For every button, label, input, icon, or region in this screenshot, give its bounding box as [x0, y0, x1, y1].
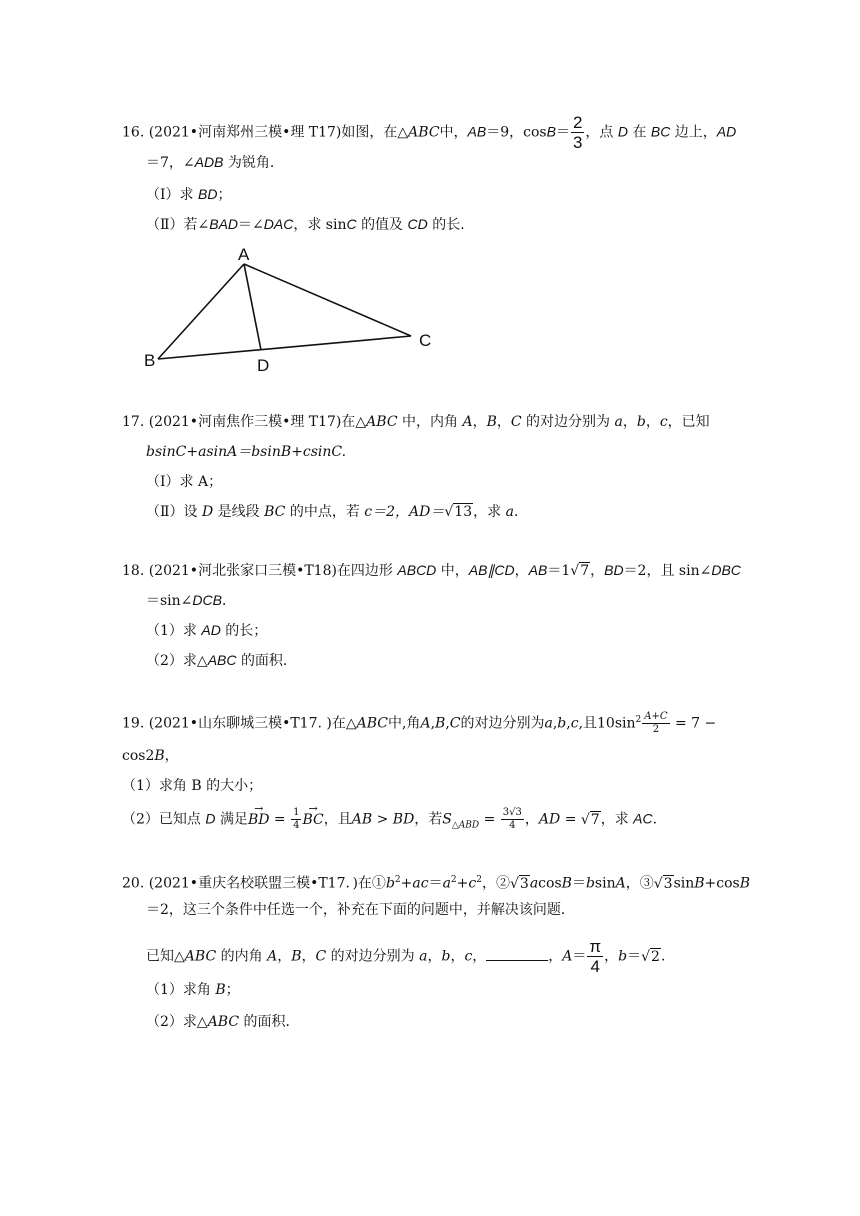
q16-t2: ＝9，cos — [486, 124, 547, 141]
q18-ab: AB — [528, 562, 548, 578]
q19-b: b — [557, 715, 567, 732]
q17-sqrt: √13 — [444, 504, 473, 520]
q16-bc: BC — [650, 123, 671, 140]
q16-t1: 中， — [439, 124, 468, 141]
q20-c3: c — [464, 948, 473, 965]
q16-p2b: ＝∠ — [238, 217, 264, 233]
q19-p2f: ，若 — [414, 811, 443, 828]
q20-p1b: B — [215, 982, 226, 998]
q18-part1 — [146, 620, 267, 641]
q19-rad: 7 — [590, 811, 600, 828]
q17-rad: 13 — [454, 504, 473, 520]
q19-ad: AD = — [538, 811, 581, 828]
q18-p1c: 的长； — [225, 623, 268, 639]
q18-dbc: DBC — [711, 562, 741, 578]
q17-t3: ，已知 — [667, 414, 710, 430]
q20-a2: a — [529, 875, 539, 892]
q18-p2c: 的面积． — [240, 653, 297, 669]
q18-t5: ＝2，且 sin∠ — [623, 563, 712, 579]
q18-p1a: （1）求 — [146, 623, 197, 639]
q20-p2c: 的面积． — [243, 1014, 300, 1030]
q19-vec-bd: → BD — [248, 810, 270, 830]
q20-eq3: ＝ — [572, 948, 587, 965]
q18-bd: BD — [604, 562, 624, 578]
q20-line3 — [146, 938, 665, 975]
q19-A: A — [420, 715, 431, 732]
fig-label-a: A — [238, 245, 250, 264]
q20-cm6: ， — [548, 948, 563, 965]
q19-l2c: ， — [164, 748, 179, 764]
q20-part2 — [146, 1012, 300, 1032]
q20-l2: ＝2，这三个条件中任选一个，补充在下面的问题中，并解决该问题． — [146, 902, 575, 918]
q17-p2e: ，求 — [473, 504, 502, 520]
q20-sq2: 2 — [450, 875, 457, 885]
q19-p2g: ， — [524, 811, 539, 828]
q17-line2 — [146, 442, 346, 462]
q20-sqrt3: √2 — [641, 948, 660, 965]
q19-line1 — [122, 710, 716, 735]
q19-frac2-den: 4 — [293, 820, 300, 831]
q16-part2 — [146, 214, 474, 235]
q17-a2: a — [505, 504, 514, 520]
q19-part1 — [122, 776, 262, 796]
q17-p2f: ． — [513, 504, 528, 520]
q18-t3: ＝1 — [547, 563, 571, 579]
q20-b3: b — [441, 948, 451, 965]
q16-b: B — [546, 123, 556, 140]
q20-l3c: 的内角 — [220, 948, 263, 965]
q16-dac: DAC — [263, 216, 294, 232]
q20-b4: b — [618, 948, 628, 965]
q20-abc: ABC — [184, 948, 217, 965]
q18-ad: AD — [201, 622, 221, 638]
q16-line2 — [146, 152, 284, 173]
q20-cos2: +cos — [704, 875, 740, 892]
q19-B2: B — [154, 748, 165, 764]
q19-ineq: AB > BD — [351, 811, 415, 828]
q20-line1 — [122, 870, 750, 894]
q16-bad: BAD — [209, 216, 239, 232]
q19-c2: , — [445, 715, 450, 732]
q19-frac3-den: 4 — [509, 820, 516, 831]
q18-l2a: ＝sin∠ — [146, 593, 193, 609]
fig-label-c: C — [419, 331, 432, 350]
q19-S: S — [442, 811, 452, 828]
q16-l2a: ＝7，∠ — [146, 155, 195, 171]
q19-eq: = — [269, 811, 291, 828]
q19-c4: , — [566, 715, 571, 732]
q17-c3: ， — [622, 414, 637, 430]
q19-sub: △ABD — [451, 820, 480, 831]
q20-cos: cos — [538, 875, 562, 892]
q20-sq1: 2 — [394, 875, 401, 885]
q18-abc: ABC — [207, 652, 237, 668]
q20-b2: b — [585, 875, 595, 892]
q17-part1 — [146, 472, 222, 492]
q20-eq2: ＝ — [571, 875, 586, 892]
q20-C: C — [315, 948, 327, 965]
q19-t4: = 7 − — [670, 715, 717, 732]
q19-a: a — [544, 715, 553, 732]
q20-cm5: ， — [472, 948, 487, 965]
q18-dcb: DCB — [192, 592, 222, 608]
q16-frac — [571, 114, 584, 151]
q18-l2c: ． — [221, 593, 236, 609]
q18-parallel: AB∥CD — [468, 562, 515, 578]
q19-t3: ,且 — [578, 715, 598, 732]
q19-sqrt: √7 — [580, 811, 600, 828]
q19-frac-den: 2 — [652, 724, 660, 736]
q19-abc: ABC — [356, 715, 388, 732]
q20-A1: A — [615, 875, 626, 892]
q19-frac2-num: 1 — [293, 807, 300, 818]
q20-a: a — [442, 875, 451, 892]
q18-p2a: （2）求△ — [146, 653, 208, 669]
q20-p1a: （1）求角 — [146, 982, 211, 998]
q16-ad: AD — [716, 123, 737, 140]
q17-t1: 中，内角 — [401, 414, 458, 430]
q19-t1: 中,角 — [387, 715, 421, 732]
q20-eq4: ＝ — [627, 948, 642, 965]
q20-t1: ，② — [481, 875, 510, 892]
q17-c2: ， — [496, 414, 511, 430]
q20-answer-blank — [486, 946, 548, 961]
q20-sqrt1: √3 — [509, 875, 529, 892]
q17-BC: BC — [264, 504, 286, 520]
q16-source: 16. (2021•河南郑州三模•理 T17)如图，在△ — [122, 124, 409, 141]
q20-frac-den: 4 — [590, 957, 600, 976]
q18-line1 — [122, 560, 741, 581]
q20-ac: ac — [412, 875, 429, 892]
q19-C: C — [449, 715, 461, 732]
q19-cos: cos2 — [122, 748, 155, 764]
q16-p2a: （Ⅱ）若∠ — [146, 217, 210, 233]
q17-p2a: （Ⅱ）设 — [146, 504, 198, 520]
q19-frac3 — [501, 808, 524, 831]
q19-c3: , — [552, 715, 558, 732]
q20-b: b — [385, 875, 395, 892]
q19-part2 — [122, 808, 657, 835]
q19-p2a: （2）已知点 — [122, 811, 201, 828]
q17-c1: ， — [472, 414, 487, 430]
q17-A: A — [462, 414, 473, 430]
q16-d: D — [617, 123, 628, 140]
q16-ab: AB — [467, 123, 487, 140]
q17-p2d: c＝2，AD＝ — [364, 504, 445, 520]
q19-frac — [642, 712, 669, 735]
q20-sq3: 2 — [476, 875, 482, 885]
q19-t2: 的对边分别为 — [460, 715, 545, 732]
q16-t4: 在 — [632, 124, 647, 141]
q20-cm3: ， — [427, 948, 442, 965]
q16-l2b: 为锐角． — [227, 155, 284, 171]
q16-part1 — [146, 184, 231, 205]
q20-B1: B — [561, 875, 572, 892]
q20-plus2: + — [456, 875, 469, 892]
q20-cm7: ， — [604, 948, 619, 965]
q16-p1b: ； — [217, 187, 232, 203]
q16-frac-den: 3 — [572, 133, 583, 152]
q16-p2d: 的值及 — [361, 217, 404, 233]
q19-D: D — [205, 810, 216, 827]
q18-line2 — [146, 590, 236, 611]
q20-t2: ，③ — [625, 875, 654, 892]
q20-A: A — [267, 948, 278, 965]
q16-p2e: 的长． — [432, 217, 475, 233]
q20-cm4: ， — [450, 948, 465, 965]
q18-part2 — [146, 650, 297, 671]
q19-ac: AC — [633, 810, 653, 827]
q16-p1a: （Ⅰ）求 — [146, 187, 194, 203]
q16-triangle-figure — [138, 240, 448, 375]
q20-c: c — [468, 875, 477, 892]
q18-sqrt: √7 — [570, 563, 590, 579]
q18-rad: 7 — [580, 563, 590, 579]
q20-B: B — [291, 948, 302, 965]
q20-cm2: ， — [301, 948, 316, 965]
q16-adb: ADB — [194, 154, 224, 170]
q20-line2 — [146, 900, 575, 920]
q19-c: c — [570, 715, 579, 732]
q19-p2c: 满足 — [219, 811, 248, 828]
q17-b: b — [636, 414, 646, 430]
q17-part2 — [146, 502, 528, 522]
q20-l3i: 的对边分别为 — [330, 948, 415, 965]
q17-c: c — [659, 414, 668, 430]
q16-p2c: ，求 sin — [293, 217, 347, 233]
fig-label-b: B — [144, 351, 156, 370]
q17-p2c: 的中点，若 — [289, 504, 360, 520]
q20-p2b: ABC — [207, 1014, 240, 1030]
q16-abc: ABC — [408, 124, 440, 141]
q20-frac-num: π — [589, 937, 602, 956]
q16-bd: BD — [197, 186, 218, 202]
q19-sin: 10sin — [597, 715, 636, 732]
q20-l3a: 已知△ — [146, 948, 185, 965]
q20-sqrt2: √3 — [653, 875, 673, 892]
q20-plus1: + — [400, 875, 413, 892]
q19-p2k: . — [652, 811, 658, 828]
q19-p1: （1）求角 B 的大小； — [122, 778, 263, 794]
q19-eq2: = — [479, 811, 500, 828]
q20-rad2: 3 — [663, 875, 673, 892]
q20-p1c: ； — [225, 982, 240, 998]
q20-A2: A — [562, 948, 573, 965]
q19-frac2 — [291, 808, 301, 831]
q16-c: C — [346, 216, 357, 232]
q19-c1: , — [430, 715, 436, 732]
q20-dot: . — [660, 948, 666, 965]
q16-cd: CD — [407, 216, 428, 232]
q17-source: 17. (2021•河南焦作三模•理 T17)在△ — [122, 414, 367, 430]
q20-sin: sin — [594, 875, 616, 892]
q20-B3: B — [739, 875, 751, 892]
q18-t2: ， — [514, 563, 529, 579]
q20-rad1: 3 — [519, 875, 529, 892]
q17-C: C — [510, 414, 522, 430]
q17-line1 — [122, 412, 710, 432]
q17-abc: ABC — [366, 414, 398, 430]
q17-c4: ， — [645, 414, 660, 430]
q17-equation: bsinC+asinA＝bsinB+csinC. — [146, 444, 347, 460]
q19-vec-bc: → BC — [302, 810, 323, 830]
q20-frac — [587, 938, 603, 975]
q19-p2d: ，且 — [323, 811, 352, 828]
q19-frac-num: A+C — [644, 711, 668, 723]
q16-eq: ＝ — [555, 124, 570, 141]
q19-sq: 2 — [635, 715, 642, 725]
q16-line1 — [122, 114, 736, 151]
q19-B: B — [435, 715, 446, 732]
q16-t5: 边上， — [674, 124, 717, 141]
q20-sin2: sin — [673, 875, 695, 892]
q16-t3: ，点 — [585, 124, 614, 141]
q20-source: 20. (2021•重庆名校联盟三模•T17．)在① — [122, 875, 386, 892]
fig-label-d: D — [257, 356, 270, 375]
q17-B: B — [486, 414, 497, 430]
q19-frac3-num: 3√3 — [502, 807, 522, 818]
q19-p2i: ，求 — [600, 811, 629, 828]
q18-t4: ， — [590, 563, 605, 579]
q17-a: a — [614, 414, 623, 430]
q17-p2b: 是线段 — [217, 504, 260, 520]
q16-frac-num: 2 — [572, 113, 583, 132]
q20-rad3: 2 — [651, 948, 660, 965]
q17-D: D — [201, 504, 214, 520]
q17-t2: 的对边分别为 — [526, 414, 611, 430]
q20-p2a: （2）求△ — [146, 1014, 208, 1030]
q17-p1: （Ⅰ）求 A； — [146, 474, 223, 490]
q19-line2 — [122, 746, 179, 766]
q20-a3: a — [419, 948, 428, 965]
q19-source: 19. (2021•山东聊城三模•T17. )在△ — [122, 715, 357, 732]
q20-B2: B — [694, 875, 705, 892]
q18-source: 18. (2021•河北张家口三模•T18)在四边形 — [122, 563, 393, 579]
q20-eq1: ＝ — [428, 875, 443, 892]
q18-abcd: ABCD — [397, 562, 437, 578]
q20-part1 — [146, 980, 240, 1000]
q20-cm1: ， — [277, 948, 292, 965]
q18-t1: 中， — [440, 563, 469, 579]
